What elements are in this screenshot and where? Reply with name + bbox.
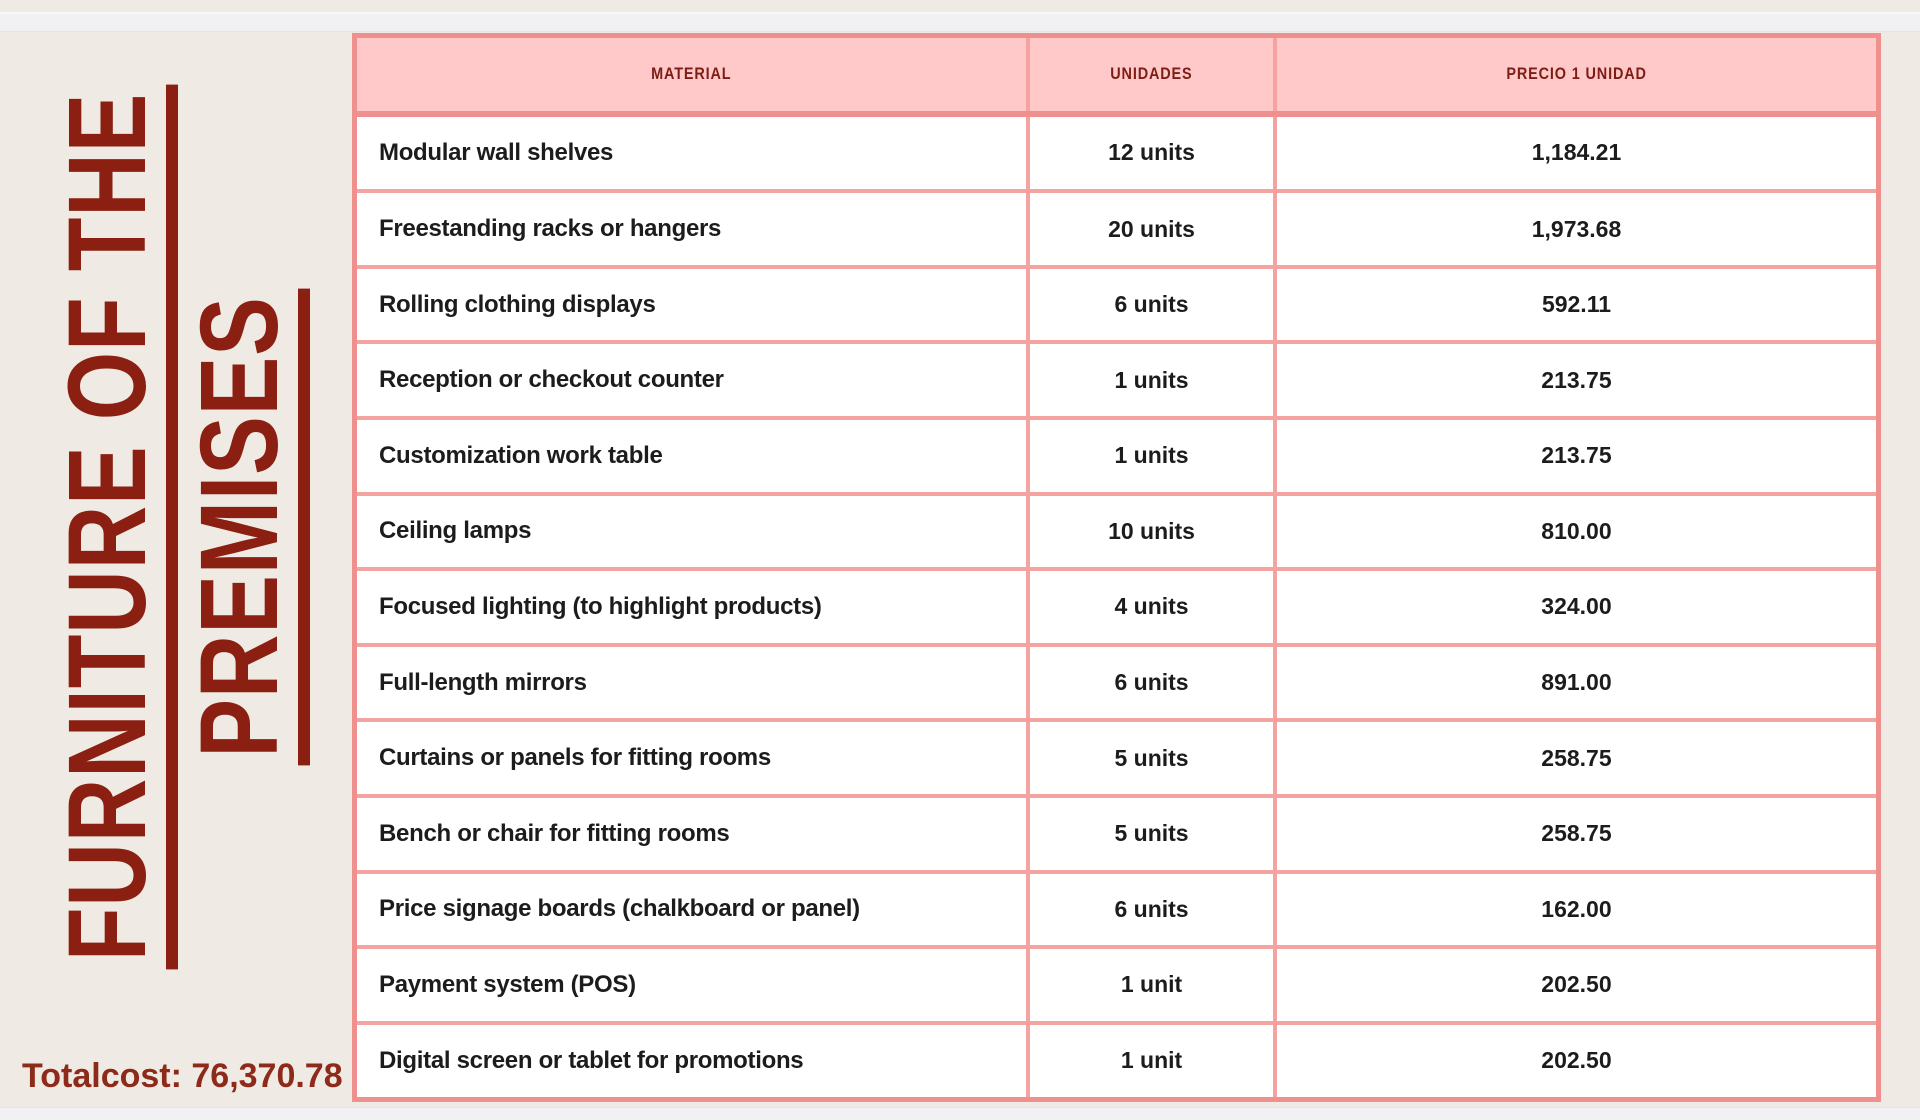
table-row	[355, 1023, 1879, 1100]
material-cell: Price signage boards (chalkboard or panel)	[355, 872, 1029, 948]
precio-cell: 324.00	[1275, 569, 1879, 645]
material-cell: Curtains or panels for fitting rooms	[355, 720, 1029, 796]
furniture-table	[352, 33, 1881, 1102]
table-row	[355, 494, 1879, 570]
material-cell: Rolling clothing displays	[355, 267, 1029, 343]
column-header-material	[355, 36, 1029, 114]
precio-cell: 213.75	[1275, 418, 1879, 494]
table-row	[355, 191, 1879, 267]
bottom-band	[0, 1107, 1920, 1120]
material-cell: Ceiling lamps	[355, 494, 1029, 570]
unidades-cell: 5 units	[1028, 796, 1275, 872]
top-band	[0, 12, 1920, 32]
table-row	[355, 872, 1879, 948]
table-row	[355, 796, 1879, 872]
material-cell: Customization work table	[355, 418, 1029, 494]
column-header-material-label: MATERIAL	[651, 64, 732, 84]
unidades-cell: 20 units	[1028, 191, 1275, 267]
table-row	[355, 114, 1879, 192]
material-cell: Freestanding racks or hangers	[355, 191, 1029, 267]
precio-cell: 1,184.21	[1275, 114, 1879, 192]
precio-cell: 810.00	[1275, 494, 1879, 570]
table-row	[355, 947, 1879, 1023]
column-header-precio	[1275, 36, 1879, 114]
precio-cell: 202.50	[1275, 947, 1879, 1023]
unidades-cell: 10 units	[1028, 494, 1275, 570]
table-row	[355, 569, 1879, 645]
material-cell: Focused lighting (to highlight products)	[355, 569, 1029, 645]
table-header-row	[355, 36, 1879, 114]
unidades-cell: 12 units	[1028, 114, 1275, 192]
material-cell: Reception or checkout counter	[355, 342, 1029, 418]
precio-cell: 213.75	[1275, 342, 1879, 418]
material-cell: Modular wall shelves	[355, 114, 1029, 192]
precio-cell: 258.75	[1275, 720, 1879, 796]
table-row	[355, 267, 1879, 343]
column-header-unidades-label: UNIDADES	[1110, 64, 1193, 84]
unidades-cell: 6 units	[1028, 645, 1275, 721]
table-row	[355, 418, 1879, 494]
unidades-cell: 6 units	[1028, 267, 1275, 343]
precio-cell: 258.75	[1275, 796, 1879, 872]
table-row	[355, 645, 1879, 721]
unidades-cell: 1 unit	[1028, 1023, 1275, 1100]
unidades-cell: 1 units	[1028, 418, 1275, 494]
column-header-unidades	[1028, 36, 1275, 114]
material-cell: Digital screen or tablet for promotions	[355, 1023, 1029, 1100]
title-line-2: PREMISES	[185, 288, 310, 765]
material-cell: Bench or chair for fitting rooms	[355, 796, 1029, 872]
unidades-cell: 5 units	[1028, 720, 1275, 796]
title-line-1: FURNITURE OF THE	[53, 85, 178, 969]
furniture-table-wrap	[352, 33, 1881, 1102]
unidades-cell: 1 units	[1028, 342, 1275, 418]
title-line-2-wrap	[178, 71, 310, 983]
precio-cell: 592.11	[1275, 267, 1879, 343]
material-cell: Payment system (POS)	[355, 947, 1029, 1023]
unidades-cell: 4 units	[1028, 569, 1275, 645]
table-row	[355, 342, 1879, 418]
title-line-1-wrap	[46, 71, 178, 983]
column-header-precio-label: PRECIO 1 UNIDAD	[1506, 64, 1647, 84]
material-cell: Full-length mirrors	[355, 645, 1029, 721]
vertical-title-inner	[46, 71, 317, 983]
table-row	[355, 720, 1879, 796]
precio-cell: 202.50	[1275, 1023, 1879, 1100]
unidades-cell: 6 units	[1028, 872, 1275, 948]
unidades-cell: 1 unit	[1028, 947, 1275, 1023]
precio-cell: 1,973.68	[1275, 191, 1879, 267]
precio-cell: 162.00	[1275, 872, 1879, 948]
precio-cell: 891.00	[1275, 645, 1879, 721]
total-cost-text: Totalcost: 76,370.78	[22, 1057, 343, 1095]
